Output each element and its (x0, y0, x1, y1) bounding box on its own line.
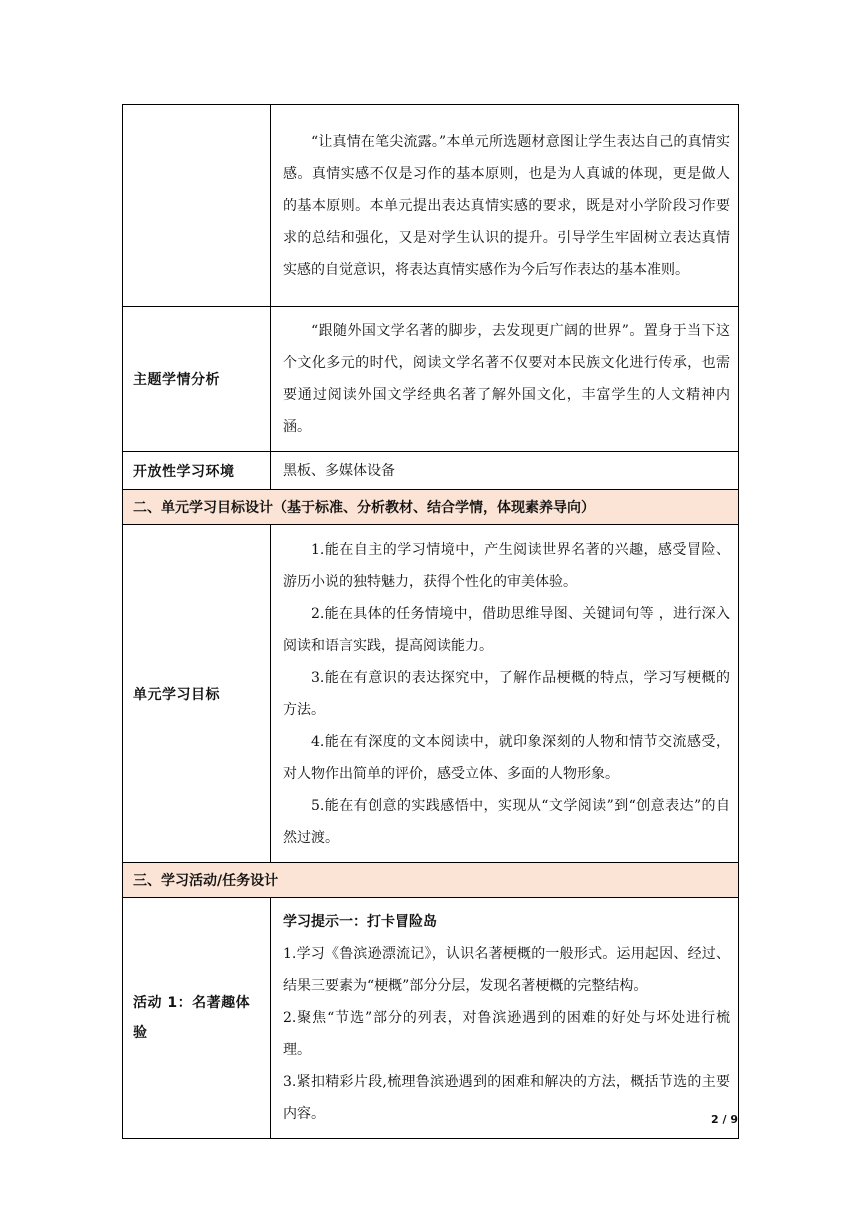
goal-item: 1.能在自主的学习情境中，产生阅读世界名著的兴趣，感受冒险、游历小说的独特魅力，获得个性化的审美体验。 (283, 541, 730, 590)
activity-subhead: 学习提示一：打卡冒险岛 (283, 914, 437, 930)
goal-item: 4.能在有深度的文本阅读中，就印象深刻的人物和情节交流感受，对人物作出简单的评价，感受立体、多面的人物形象。 (283, 733, 730, 782)
goal-item: 5.能在有创意的实践感悟中，实现从“文学阅读”到“创意表达”的自然过渡。 (283, 797, 730, 846)
table-row-intro (123, 105, 739, 307)
section-three-heading: 三、学习活动/任务设计 (123, 863, 739, 898)
goals-label: 单元学习目标 (123, 525, 271, 863)
goals-content-cell (271, 525, 739, 863)
activity-content-cell (271, 898, 739, 1139)
goal-item: 2.能在具体的任务情境中，借助思维导图、关键词句等 ，进行深入阅读和语言实践，提高阅读能力。 (283, 605, 730, 654)
theme-label: 主题学情分析 (123, 307, 271, 452)
activity-item: 3.紧扣精彩片段,梳理鲁滨逊遇到的困难和解决的方法，概括节选的主要内容。 (283, 1074, 730, 1122)
table-row-theme (123, 307, 739, 452)
intro-label-cell (123, 105, 271, 307)
section-two-row (123, 490, 739, 525)
section-three-row (123, 863, 739, 898)
lesson-plan-table (122, 104, 739, 1139)
activity-label-text: 活动 1：名著趣体验 (133, 995, 251, 1041)
table-row-goals (123, 525, 739, 863)
theme-content-cell (271, 307, 739, 452)
environment-text: 黑板、多媒体设备 (283, 462, 395, 479)
goal-item: 3.能在有意识的表达探究中，了解作品梗概的特点，学习写梗概的方法。 (283, 669, 730, 718)
table-row-activity (123, 898, 739, 1139)
intro-content-cell (271, 105, 739, 307)
activity-item: 2.聚焦“节选”部分的列表，对鲁滨逊遇到的困难的好处与坏处进行梳理。 (283, 1010, 730, 1058)
section-two-heading: 二、单元学习目标设计（基于标准、分析教材、结合学情，体现素养导向） (123, 490, 739, 525)
environment-content-cell (271, 452, 739, 490)
environment-label: 开放性学习环境 (123, 452, 271, 490)
theme-paragraph: “跟随外国文学名著的脚步，去发现更广阔的世界”。置身于当下这个文化多元的时代，阅读文学名著不仅要对本民族文化进行传承，也需要通过阅读外国文学经典名著了解外国文化，丰富学生的人文精神内涵。 (283, 323, 730, 435)
activity-label (123, 898, 271, 1139)
page-number: 2 / 9 (711, 1113, 738, 1126)
intro-paragraph: “让真情在笔尖流露。”本单元所选题材意图让学生表达自己的真情实感。真情实感不仅是习作的基本原则，也是为人真诚的体现，更是做人的基本原则。本单元提出表达真情实感的要求，既是对小学阶段习作要求的总结和强化，又是对学生认识的提升。引导学生牢固树立表达真情实感的自觉意识，将表达真情实感作为今后写作表达的基本准则。 (283, 133, 730, 278)
table-row-environment (123, 452, 739, 490)
activity-item: 1.学习《鲁滨逊漂流记》，认识名著梗概的一般形式。运用起因、经过、结果三要素为“梗概”部分分层，发现名著梗概的完整结构。 (283, 946, 730, 994)
